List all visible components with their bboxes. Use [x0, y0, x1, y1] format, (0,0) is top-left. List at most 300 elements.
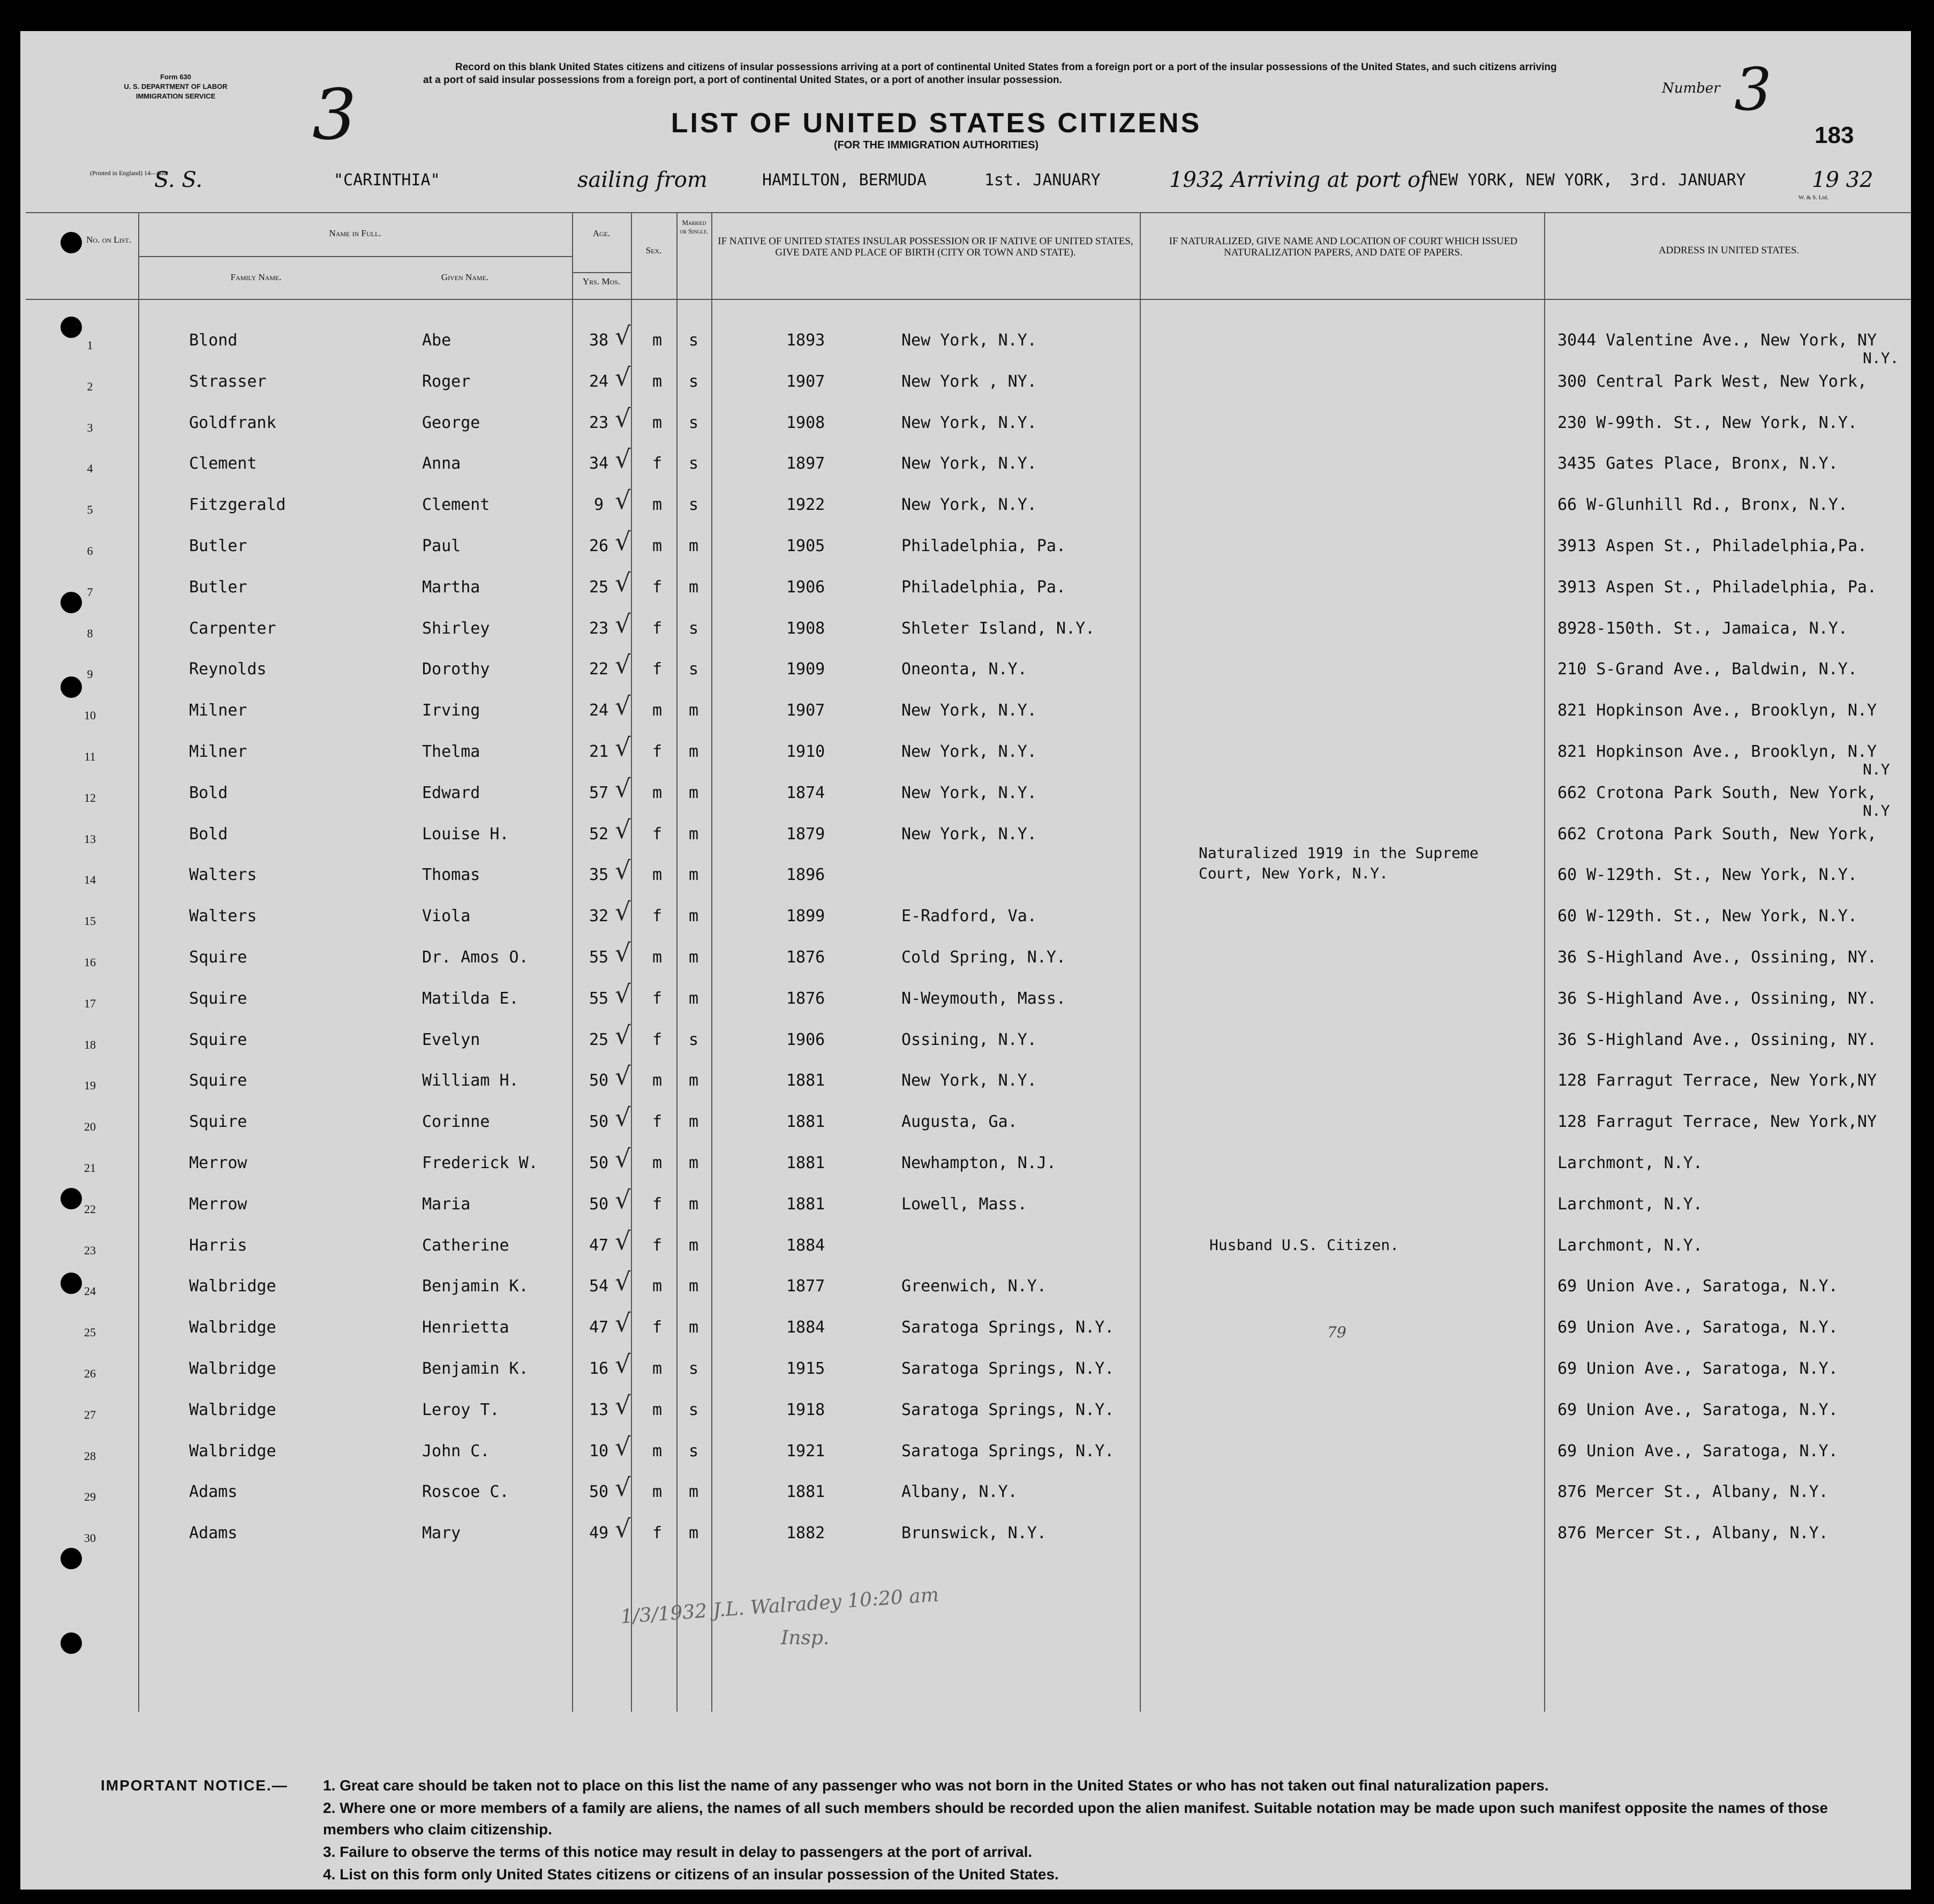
table-row: [20, 1144, 1911, 1191]
birth-place: Saratoga Springs, N.Y.: [901, 1318, 1115, 1337]
tick-mark: √: [615, 1514, 631, 1544]
departure-date: 1st. JANUARY: [984, 171, 1101, 190]
family-name: Walbridge: [189, 1277, 276, 1296]
given-name: Abe: [422, 331, 451, 350]
age: 22: [589, 660, 609, 679]
birth-place: New York, N.Y.: [901, 454, 1037, 473]
sex: m: [652, 495, 663, 515]
table-row: [20, 321, 1911, 368]
sex: m: [652, 1277, 663, 1296]
family-name: Bold: [189, 824, 228, 844]
birth-place: New York, N.Y.: [901, 783, 1037, 802]
family-name: Adams: [189, 1482, 238, 1502]
birth-year: 1909: [786, 660, 825, 679]
col-header-address: ADDRESS IN UNITED STATES.: [1658, 245, 1800, 256]
tick-mark: √: [615, 1062, 631, 1091]
tick-mark: √: [615, 403, 631, 433]
us-address: 69 Union Ave., Saratoga, N.Y.: [1557, 1359, 1838, 1378]
page-title: LIST OF UNITED STATES CITIZENS: [671, 108, 1202, 139]
given-name: William H.: [422, 1071, 519, 1090]
marital-status: s: [689, 1441, 699, 1461]
us-address: Larchmont, N.Y.: [1557, 1236, 1703, 1255]
age: 25: [589, 577, 609, 597]
birth-year: 1906: [786, 577, 825, 597]
us-address: 3913 Aspen St., Philadelphia, Pa.: [1557, 577, 1877, 597]
table-row: [20, 362, 1911, 410]
given-name: Roscoe C.: [422, 1482, 509, 1502]
sex: m: [652, 701, 663, 720]
tick-mark: √: [615, 815, 631, 844]
tick-mark: √: [615, 1185, 631, 1214]
birth-year: 1876: [786, 948, 825, 967]
family-name: Walbridge: [189, 1441, 276, 1461]
marital-status: m: [689, 1318, 699, 1337]
naturalization-info: Naturalized 1919 in the Supreme: [1199, 844, 1479, 862]
family-name: Walbridge: [189, 1359, 276, 1378]
given-name: Benjamin K.: [422, 1277, 529, 1296]
family-name: Harris: [189, 1236, 247, 1255]
us-address: 821 Hopkinson Ave., Brooklyn, N.Y: [1557, 701, 1877, 720]
handwritten-list-number: 3: [312, 74, 357, 155]
arrival-year: 19 32: [1812, 168, 1873, 192]
col-header-naturalized: IF NATURALIZED, GIVE NAME AND LOCATION OF COURT WHICH ISSUED NATURALIZATION PAPERS, AND DATE OF PAPERS.: [1169, 236, 1518, 258]
birth-place: Shleter Island, N.Y.: [901, 619, 1095, 638]
birth-year: 1915: [786, 1359, 825, 1378]
birth-year: 1874: [786, 783, 825, 802]
us-address: Larchmont, N.Y.: [1557, 1194, 1703, 1214]
tick-mark: √: [615, 1226, 631, 1255]
age: 52: [589, 824, 609, 844]
service-name: IMMIGRATION SERVICE: [136, 92, 216, 100]
row-number: 29: [84, 1490, 96, 1504]
birth-year: 1918: [786, 1400, 825, 1419]
age: 50: [589, 1071, 609, 1090]
birth-year: 1877: [786, 1277, 825, 1296]
sex: m: [652, 1154, 663, 1172]
us-address-continued: N.Y: [1863, 761, 1890, 778]
birth-year: 1876: [786, 989, 825, 1008]
us-address: 662 Crotona Park South, New York,: [1557, 783, 1877, 802]
sex: f: [652, 989, 663, 1008]
age: 35: [589, 866, 609, 885]
table-row: [20, 979, 1911, 1027]
birth-year: 1881: [786, 1194, 825, 1214]
us-address: 60 W-129th. St., New York, N.Y.: [1557, 866, 1857, 885]
row-number: 24: [84, 1284, 96, 1298]
marital-status: m: [689, 1277, 699, 1296]
birth-place: Philadelphia, Pa.: [901, 577, 1066, 597]
given-name: Mary: [422, 1524, 461, 1543]
birth-year: 1921: [786, 1441, 825, 1461]
birth-place: New York, N.Y.: [901, 742, 1037, 761]
table-row: [20, 445, 1911, 492]
name-divider: [138, 256, 572, 257]
given-name: Paul: [422, 537, 461, 555]
arrival-port: NEW YORK, NEW YORK,: [1429, 171, 1613, 190]
table-row: [20, 773, 1911, 821]
age: 34: [589, 454, 609, 473]
row-number: 19: [84, 1079, 96, 1093]
table-row: [20, 650, 1911, 697]
birth-place: New York, N.Y.: [901, 824, 1037, 844]
sex: f: [652, 1236, 663, 1255]
given-name: Leroy T.: [422, 1400, 500, 1419]
birth-year: 1896: [786, 866, 825, 885]
row-number: 26: [84, 1367, 96, 1380]
row-number: 8: [87, 626, 93, 640]
age: 21: [589, 742, 609, 761]
tick-mark: √: [615, 1390, 631, 1420]
birth-place: Lowell, Mass.: [901, 1194, 1027, 1214]
age: 50: [589, 1154, 609, 1172]
ship-name: "CARINTHIA": [334, 171, 440, 190]
marital-status: m: [689, 824, 699, 844]
birth-place: Albany, N.Y.: [901, 1482, 1018, 1502]
birth-place: Cold Spring, N.Y.: [901, 948, 1066, 967]
given-name: Irving: [422, 701, 480, 720]
inspector-note-signature: Insp.: [781, 1627, 830, 1649]
sex: m: [652, 331, 663, 350]
tick-mark: √: [615, 1144, 631, 1173]
tick-mark: √: [615, 733, 631, 762]
arriving-label: , Arriving at port of: [1217, 168, 1428, 192]
table-row: [20, 1267, 1911, 1314]
given-name: John C.: [422, 1441, 490, 1461]
given-name: Matilda E.: [422, 989, 519, 1008]
family-name: Squire: [189, 1112, 247, 1132]
marital-status: m: [689, 1112, 699, 1132]
tick-mark: √: [615, 445, 631, 474]
col-header-no: No. on List.: [86, 235, 131, 245]
birth-place: Saratoga Springs, N.Y.: [901, 1400, 1115, 1419]
table-row: [20, 1062, 1911, 1109]
col-header-yrs-mos: Yrs. Mos.: [582, 276, 621, 287]
tick-mark: √: [615, 609, 631, 638]
age: 38: [589, 331, 609, 350]
us-address: 3044 Valentine Ave., New York, NY: [1557, 331, 1877, 350]
birth-place: Oneonta, N.Y.: [901, 660, 1027, 679]
form-identification: [93, 72, 259, 101]
age: 49: [589, 1524, 609, 1543]
sex: f: [652, 454, 663, 473]
family-name: Milner: [189, 742, 247, 761]
birth-place: Newhampton, N.J.: [901, 1154, 1056, 1172]
table-row: [20, 1185, 1911, 1232]
row-number: 7: [87, 585, 93, 599]
sex: m: [652, 372, 663, 391]
tick-mark: √: [615, 1103, 631, 1132]
marital-status: m: [689, 577, 699, 597]
age: 24: [589, 701, 609, 720]
naturalization-info: 79: [1327, 1323, 1346, 1342]
tick-mark: √: [615, 1020, 631, 1050]
birth-place: New York, N.Y.: [901, 701, 1037, 720]
marital-status: s: [689, 372, 699, 391]
marital-status: m: [689, 1524, 699, 1543]
marital-status: m: [689, 989, 699, 1008]
age: 57: [589, 783, 609, 802]
department-name: U. S. DEPARTMENT OF LABOR: [124, 82, 228, 91]
sex: f: [652, 577, 663, 597]
us-address: 821 Hopkinson Ave., Brooklyn, N.Y: [1557, 742, 1877, 761]
given-name: Frederick W.: [422, 1154, 538, 1172]
sex: f: [652, 1524, 663, 1543]
row-number: 11: [84, 750, 96, 763]
col-header-name-in-full: Name in Full.: [329, 228, 381, 238]
birth-place: New York, N.Y.: [901, 413, 1037, 432]
birth-place: Ossining, N.Y.: [901, 1030, 1037, 1049]
family-name: Carpenter: [189, 619, 276, 638]
age: 47: [589, 1318, 609, 1337]
age: 16: [589, 1359, 609, 1378]
birth-year: 1899: [786, 907, 825, 926]
age: 23: [589, 619, 609, 638]
birth-place: E-Radford, Va.: [901, 907, 1037, 926]
sex: f: [652, 660, 663, 679]
us-address: 69 Union Ave., Saratoga, N.Y.: [1557, 1277, 1838, 1296]
voyage-line: [154, 168, 1906, 200]
birth-year: 1884: [786, 1236, 825, 1255]
table-row: [20, 1226, 1911, 1274]
birth-year: 1908: [786, 413, 825, 432]
form-number: Form 630: [160, 73, 191, 81]
tick-mark: √: [615, 1432, 631, 1461]
given-name: Clement: [422, 495, 490, 515]
given-name: George: [422, 413, 480, 432]
row-number: 15: [84, 914, 96, 928]
notice-item: 2. Where one or more members of a family are aliens, the names of all such members should be recorded upon the alien manifest. Suitable notation may be made upon such manifest opposite the names of those members who claim citizenship.: [323, 1800, 1828, 1838]
row-number: 6: [87, 544, 93, 558]
tick-mark: √: [615, 321, 631, 350]
table-row: [20, 1432, 1911, 1479]
family-name: Goldfrank: [189, 413, 276, 432]
punch-hole: [61, 1632, 82, 1654]
row-number: 22: [84, 1202, 96, 1216]
us-address: 3913 Aspen St., Philadelphia,Pa.: [1557, 537, 1867, 555]
table-row: [20, 1020, 1911, 1068]
birth-year: 1881: [786, 1154, 825, 1172]
age: 23: [589, 413, 609, 432]
age: 54: [589, 1277, 609, 1296]
row-number: 23: [84, 1243, 96, 1257]
table-row: [20, 733, 1911, 780]
row-number: 13: [84, 832, 96, 846]
family-name: Fitzgerald: [189, 495, 286, 515]
naturalization-info-continued: Court, New York, N.Y.: [1199, 864, 1389, 883]
marital-status: s: [689, 660, 699, 679]
row-number: 17: [84, 996, 96, 1010]
punch-hole: [61, 232, 82, 253]
tick-mark: √: [615, 650, 631, 680]
sex: f: [652, 1112, 663, 1132]
birth-place: New York , NY.: [901, 372, 1037, 391]
notice-item: 3. Failure to observe the terms of this notice may result in delay to passengers at the port of arrival.: [323, 1843, 1033, 1860]
marital-status: m: [689, 948, 699, 967]
given-name: Evelyn: [422, 1030, 480, 1049]
us-address: 662 Crotona Park South, New York,: [1557, 824, 1877, 844]
birth-place: Saratoga Springs, N.Y.: [901, 1441, 1115, 1461]
sex: m: [652, 1359, 663, 1378]
table-row: [20, 1473, 1911, 1520]
table-row: [20, 609, 1911, 657]
us-address: 876 Mercer St., Albany, N.Y.: [1557, 1482, 1828, 1502]
marital-status: m: [689, 783, 699, 802]
row-number: 20: [84, 1120, 96, 1134]
birth-place: New York, N.Y.: [901, 495, 1037, 515]
table-row: [20, 815, 1911, 862]
col-header-given-name: Given Name.: [441, 272, 489, 282]
important-notice-label: IMPORTANT NOTICE.—: [101, 1777, 288, 1794]
page-number: 183: [1815, 122, 1854, 148]
us-address: 66 W-Glunhill Rd., Bronx, N.Y.: [1557, 495, 1848, 515]
given-name: Edward: [422, 783, 480, 802]
row-number: 28: [84, 1449, 96, 1463]
given-name: Viola: [422, 907, 471, 926]
tick-mark: √: [615, 1350, 631, 1379]
birth-year: 1907: [786, 372, 825, 391]
row-number: 14: [84, 873, 96, 887]
age: 32: [589, 907, 609, 926]
us-address: 36 S-Highland Ave., Ossining, NY.: [1557, 948, 1877, 967]
tick-mark: √: [615, 856, 631, 885]
tick-mark: √: [615, 773, 631, 803]
naturalization-info: Husband U.S. Citizen.: [1209, 1236, 1399, 1254]
birth-year: 1922: [786, 495, 825, 515]
sex: m: [652, 1071, 663, 1090]
row-number: 16: [84, 955, 96, 969]
col-header-birth: IF NATIVE OF UNITED STATES INSULAR POSSESSION OR IF NATIVE OF UNITED STATES, GIVE DATE AND PLACE OF BIRTH (CITY OR TOWN AND STATE).: [718, 236, 1133, 258]
birth-place: Philadelphia, Pa.: [901, 537, 1066, 555]
family-name: Squire: [189, 989, 247, 1008]
tick-mark: √: [615, 897, 631, 927]
marital-status: s: [689, 1400, 699, 1419]
marital-status: s: [689, 495, 699, 515]
us-address: 876 Mercer St., Albany, N.Y.: [1557, 1524, 1828, 1543]
row-number: 12: [84, 791, 96, 804]
given-name: Maria: [422, 1194, 471, 1214]
marital-status: m: [689, 1071, 699, 1090]
table-row: [20, 1308, 1911, 1356]
table-row: [20, 844, 1911, 903]
given-name: Henrietta: [422, 1318, 509, 1337]
row-number: 30: [84, 1531, 96, 1545]
given-name: Benjamin K.: [422, 1359, 529, 1378]
family-name: Squire: [189, 1030, 247, 1049]
birth-place: Augusta, Ga.: [901, 1112, 1018, 1132]
header-bottom-rule: [26, 299, 1911, 300]
given-name: Corinne: [422, 1112, 490, 1132]
age: 10: [589, 1441, 609, 1461]
list-number: 3: [1734, 55, 1772, 124]
notice-item: 1. Great care should be taken not to place on this list the name of any passenger who was not born in the United States or who has not taken out final naturalization papers.: [323, 1777, 1549, 1794]
tick-mark: √: [615, 691, 631, 721]
tick-mark: √: [615, 1473, 631, 1502]
tick-mark: √: [615, 527, 631, 556]
age: 47: [589, 1236, 609, 1255]
marital-status: m: [689, 1482, 699, 1502]
given-name: Dr. Amos O.: [422, 948, 529, 967]
marital-status: s: [689, 1030, 699, 1049]
given-name: Thomas: [422, 866, 480, 885]
tick-mark: √: [615, 979, 631, 1009]
age: 50: [589, 1112, 609, 1132]
family-name: Walbridge: [189, 1400, 276, 1419]
row-number: 4: [87, 462, 93, 476]
us-address: 69 Union Ave., Saratoga, N.Y.: [1557, 1318, 1838, 1337]
family-name: Adams: [189, 1524, 238, 1543]
age: 50: [589, 1482, 609, 1502]
us-address: 230 W-99th. St., New York, N.Y.: [1557, 413, 1857, 432]
row-number: 5: [87, 503, 93, 517]
us-address: 8928-150th. St., Jamaica, N.Y.: [1557, 619, 1848, 638]
birth-year: 1907: [786, 701, 825, 720]
family-name: Merrow: [189, 1194, 247, 1214]
us-address-continued: N.Y.: [1863, 349, 1899, 367]
given-name: Catherine: [422, 1236, 509, 1255]
family-name: Walters: [189, 866, 257, 885]
family-name: Butler: [189, 577, 247, 597]
marital-status: s: [689, 331, 699, 350]
col-header-married-single: Married or Single.: [680, 219, 709, 235]
given-name: Louise H.: [422, 824, 509, 844]
us-address-continued: N.Y: [1863, 801, 1890, 819]
us-address: 128 Farragut Terrace, New York,NY: [1557, 1071, 1877, 1090]
marital-status: m: [689, 537, 699, 555]
family-name: Walbridge: [189, 1318, 276, 1337]
given-name: Shirley: [422, 619, 490, 638]
sex: f: [652, 1318, 663, 1337]
table-row: [20, 1103, 1911, 1150]
row-number: 25: [84, 1326, 96, 1339]
manifest-sheet: [20, 31, 1911, 1890]
marital-status: s: [689, 1359, 699, 1378]
age: 25: [589, 1030, 609, 1049]
age: 55: [589, 989, 609, 1008]
number-label: Number: [1662, 80, 1720, 96]
sex: m: [652, 1441, 663, 1461]
family-name: Squire: [189, 1071, 247, 1090]
birth-year: 1908: [786, 619, 825, 638]
sex: f: [652, 824, 663, 844]
birth-place: N-Weymouth, Mass.: [901, 989, 1066, 1008]
tick-mark: √: [615, 938, 631, 967]
birth-year: 1881: [786, 1112, 825, 1132]
birth-year: 1879: [786, 824, 825, 844]
col-header-sex: Sex.: [645, 245, 662, 255]
age-divider: [572, 272, 631, 273]
tick-mark: √: [615, 568, 631, 597]
sex: f: [652, 619, 663, 638]
us-address: 36 S-Highland Ave., Ossining, NY.: [1557, 1030, 1877, 1049]
birth-year: 1881: [786, 1071, 825, 1090]
table-row: [20, 527, 1911, 574]
row-number: 3: [87, 420, 93, 434]
sex: m: [652, 1482, 663, 1502]
header-notice: Record on this blank United States citizens and citizens of insular possessions arriving at a port of continental United States from a foreign port or a port of the insular possessions of the United States, and such citizens arriving at a port of said insular possessions from a foreign port, a port of continental United States, or a port of another insular possession.: [423, 62, 1557, 86]
birth-year: 1905: [786, 537, 825, 555]
us-address: 69 Union Ave., Saratoga, N.Y.: [1557, 1400, 1838, 1419]
sex: m: [652, 948, 663, 967]
family-name: Clement: [189, 454, 257, 473]
departure-port: HAMILTON, BERMUDA: [762, 171, 927, 190]
us-address: 69 Union Ave., Saratoga, N.Y.: [1557, 1441, 1838, 1461]
ss-label: S. S.: [154, 168, 203, 192]
table-row: [20, 403, 1911, 451]
page-subtitle: (FOR THE IMMIGRATION AUTHORITIES): [833, 139, 1039, 151]
given-name: Anna: [422, 454, 461, 473]
tick-mark: √: [615, 486, 631, 515]
family-name: Bold: [189, 783, 228, 802]
